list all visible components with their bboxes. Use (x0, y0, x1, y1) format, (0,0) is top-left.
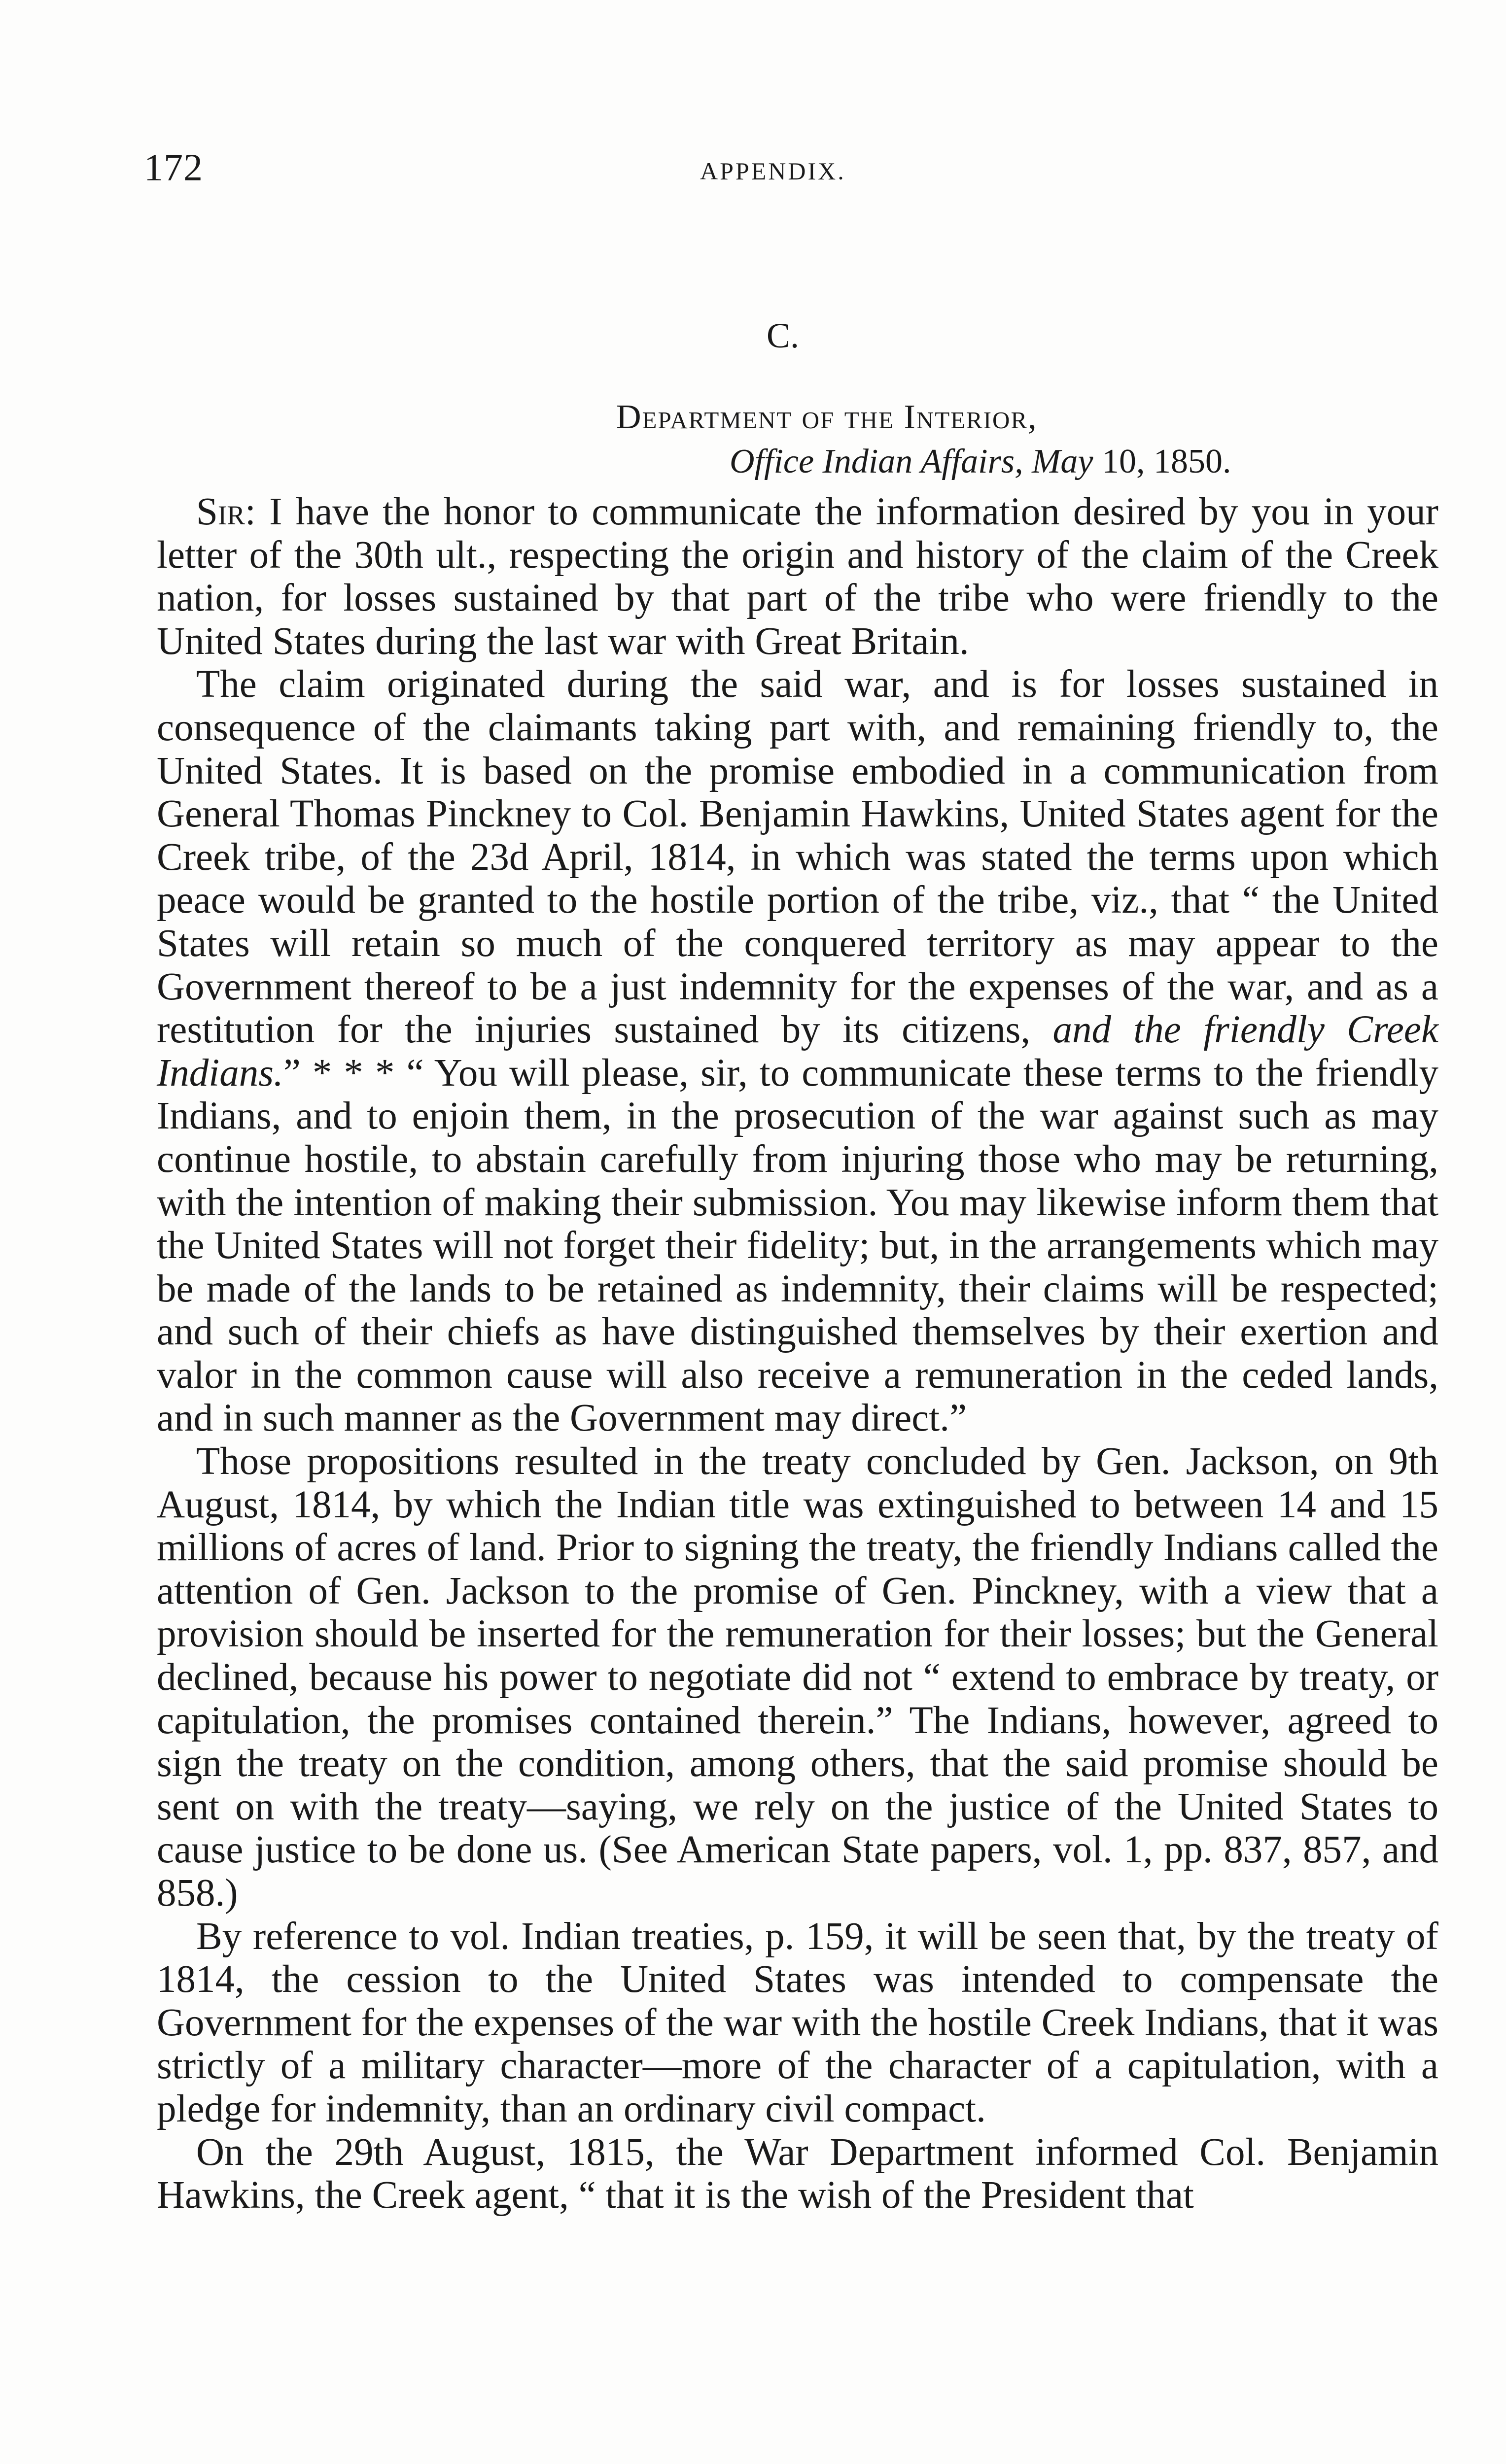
paragraph-5: On the 29th August, 1815, the War Department informed Col. Benjamin Hawkins, the Creek agent, “ that it is the wish of the President that (157, 2130, 1438, 2217)
page-number: 172 (144, 146, 203, 189)
paragraph-3: Those propositions resulted in the treaty concluded by Gen. Jackson, on 9th August, 1814, by which the Indian title was extinguished to between 14 and 15 millions of acres of land. Prior to signing the treaty, the friendly Indians called the attention of Gen. Jackson to the promise of Gen. Pinckney, with a view that a provision should be inserted for the remuneration for their losses; but the General declined, because his power to negotiate did not “ extend to embrace by treaty, or capitulation, the promises contained therein.” The Indians, however, agreed to sign the treaty on the condition, among others, that the said promise should be sent on with the treaty—saying, we rely on the justice of the United States to cause justice to be done us. (See American State papers, vol. 1, pp. 837, 857, and 858.) (157, 1440, 1438, 1915)
dateline (616, 395, 1231, 484)
salutation: Sir: (196, 490, 256, 533)
paragraph-4: By reference to vol. Indian treaties, p. 159, it will be seen that, by the treaty of 1814, the cession to the United States was intended to compensate the Government for the expenses of the war with the hostile Creek Indians, that it was strictly of a military character—more of the character of a capitulation, with a pledge for indemnity, than an ordinary civil compact. (157, 1915, 1438, 2130)
letter-body (157, 490, 1438, 2217)
dateline-office: Office Indian Affairs, May (730, 443, 1093, 480)
paragraph-2-italic-text: and the friendly Creek Indians. (157, 1008, 1438, 1095)
running-head: APPENDIX. (700, 157, 846, 185)
paragraph-2-text-b: ” * * * “ You will please, sir, to communicate these terms to the friendly Indians, and to enjoin them, in the prosecution of the war against such as may continue hostile, to abstain carefully from injuring those who may be returning, with the intention of making their submission. You may likewise inform them that the United States will not forget their fidelity; but, in the arrangements which may be made of the lands to be retained as indemnity, their claims will be respected; and such of their chiefs as have distinguished themselves by their exertion and valor in the common cause will also receive a remuneration in the ceded lands, and in such manner as the Government may direct.” (157, 1051, 1438, 1440)
section-heading: C. (767, 316, 800, 355)
paragraph-2-text-a: The claim originated during the said war, and is for losses sustained in consequence of the claimants taking part with, and remaining friendly to, the United States. It is based on the promise embodied in a communication from General Thomas Pinckney to Col. Benjamin Hawkins, United States agent for the Creek tribe, of the 23d April, 1814, in which was stated the terms upon which peace would be granted to the hostile portion of the tribe, viz., that “ the United States will retain so much of the conquered territory as may appear to the Government thereof to be a just indemnity for the expenses of the war, and as a restitution for the injuries sustained by its citizens, (157, 663, 1438, 1052)
paragraph-1 (157, 490, 1438, 663)
dateline-date: 10, 1850. (1093, 443, 1231, 480)
dateline-department: Department of the Interior, (616, 398, 1038, 436)
paragraph-1-text: I have the honor to communicate the information desired by you in your letter of the 30th ult., respecting the origin and history of the claim of the Creek nation, for losses sustained by that part of the tribe who were friendly to the United States during the last war with Great Britain. (157, 490, 1438, 663)
paragraph-2 (157, 663, 1438, 1440)
dateline-office-date (616, 440, 1231, 484)
